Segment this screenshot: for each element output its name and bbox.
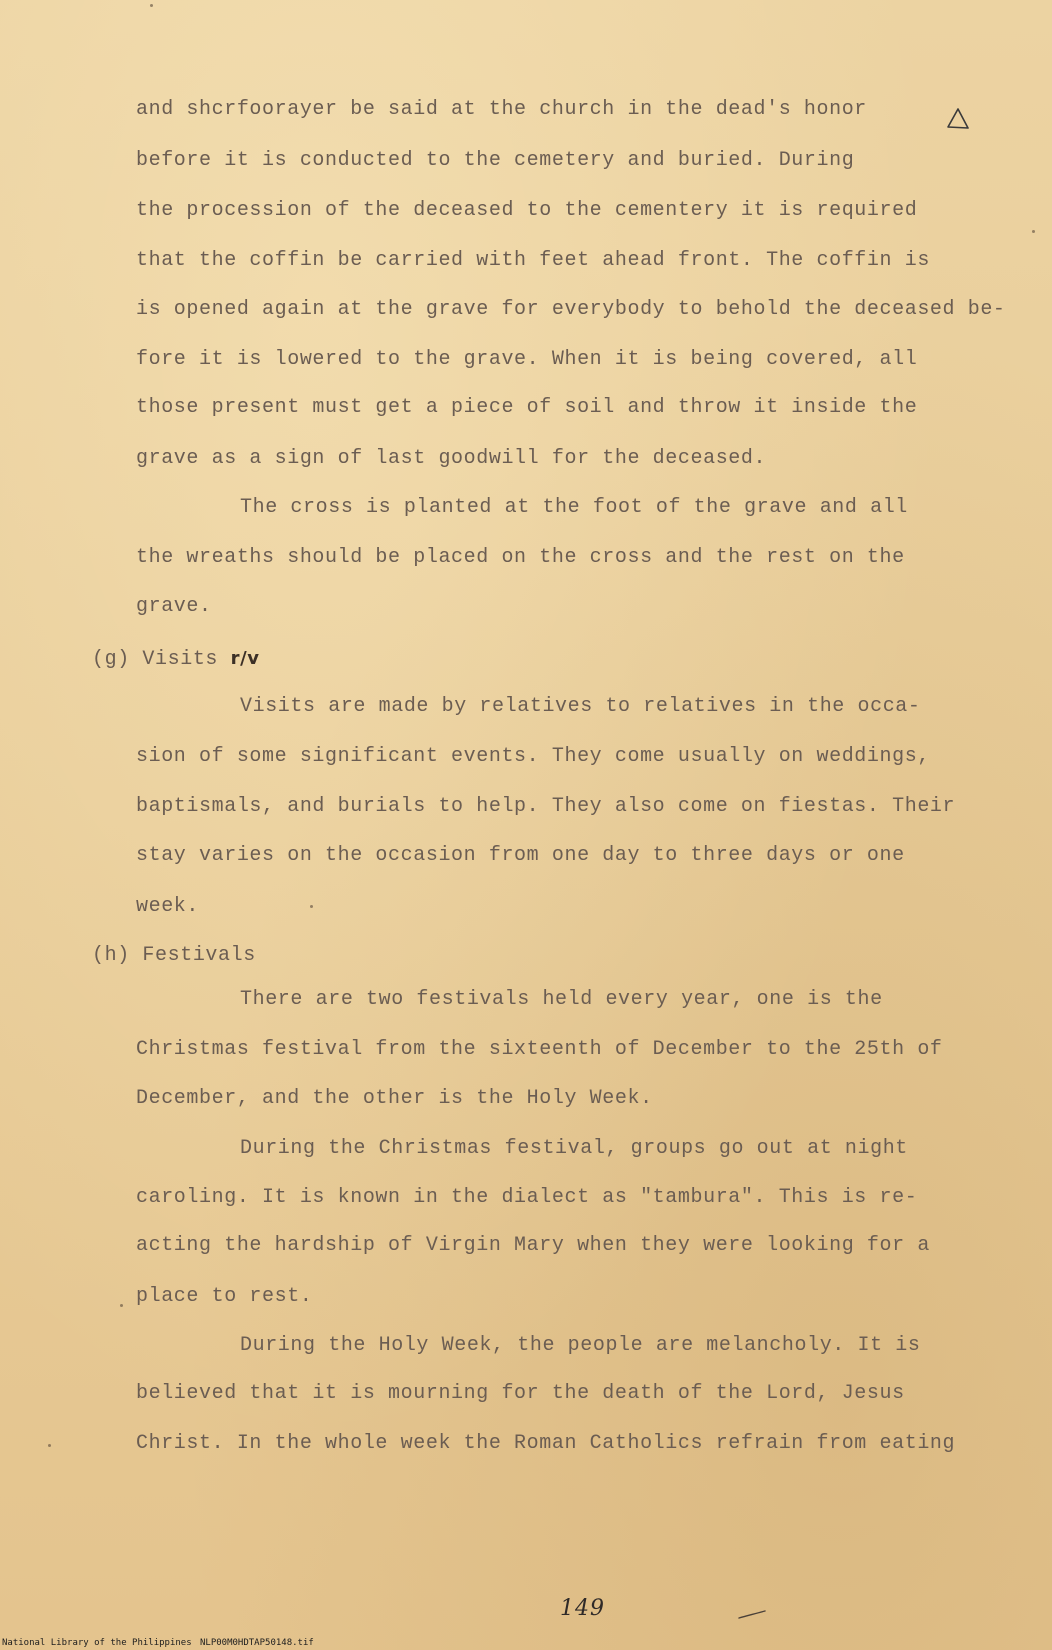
text-line: is opened again at the grave for everybody to behold the deceased be- [136,298,1006,321]
section-heading-festivals: (h) Festivals [92,944,256,967]
text-line: stay varies on the occasion from one day to three days or one [136,844,905,867]
text-line: sion of some significant events. They come usually on weddings, [136,745,930,768]
text-line: place to rest. [136,1285,313,1308]
pen-mark-icon [738,1610,766,1620]
paper-speck [150,4,153,7]
text-line: Visits are made by relatives to relatives in the occa- [240,695,921,718]
paper-speck [120,1304,123,1307]
text-line: before it is conducted to the cemetery and buried. During [136,149,855,172]
handwritten-mark: r/v [230,648,260,669]
text-line: Christ. In the whole week the Roman Catholics refrain from eating [136,1432,956,1455]
text-line: acting the hardship of Virgin Mary when they were looking for a [136,1234,930,1257]
paper-speck [310,905,313,908]
footer-library: National Library of the Philippines [2,1638,192,1648]
text-line: the procession of the deceased to the cementery it is required [136,199,918,222]
text-line: fore it is lowered to the grave. When it is being covered, all [136,348,918,371]
section-heading-text: (g) Visits [92,648,219,671]
text-line: caroling. It is known in the dialect as "tambura". This is re- [136,1186,918,1209]
text-line: believed that it is mourning for the death of the Lord, Jesus [136,1382,905,1405]
text-line: There are two festivals held every year, one is the [240,988,883,1011]
text-line: December, and the other is the Holy Week. [136,1087,653,1110]
paper-speck [1032,230,1035,233]
text-line: the wreaths should be placed on the cross and the rest on the [136,546,905,569]
text-line: and shcrfoorayer be said at the church in the dead's honor [136,98,867,121]
paper-speck [48,1444,51,1447]
text-line: that the coffin be carried with feet ahead front. The coffin is [136,249,930,272]
text-line: those present must get a piece of soil and throw it inside the [136,396,918,419]
page-number: 149 [560,1596,605,1621]
text-line: Christmas festival from the sixteenth of December to the 25th of [136,1038,943,1061]
text-line: The cross is planted at the foot of the grave and all [240,496,908,519]
scan-footer [0,1637,1052,1650]
triangle-annotation-icon [945,106,971,132]
footer-file-id: NLP00M0HDTAP50148.tif [200,1638,314,1648]
text-line: grave. [136,595,212,618]
text-line: grave as a sign of last goodwill for the deceased. [136,447,767,470]
text-line: During the Holy Week, the people are melancholy. It is [240,1334,921,1357]
text-line: baptismals, and burials to help. They also come on fiestas. Their [136,795,956,818]
text-line: During the Christmas festival, groups go out at night [240,1137,908,1160]
text-line: week. [136,895,200,918]
section-heading-visits [92,647,260,672]
